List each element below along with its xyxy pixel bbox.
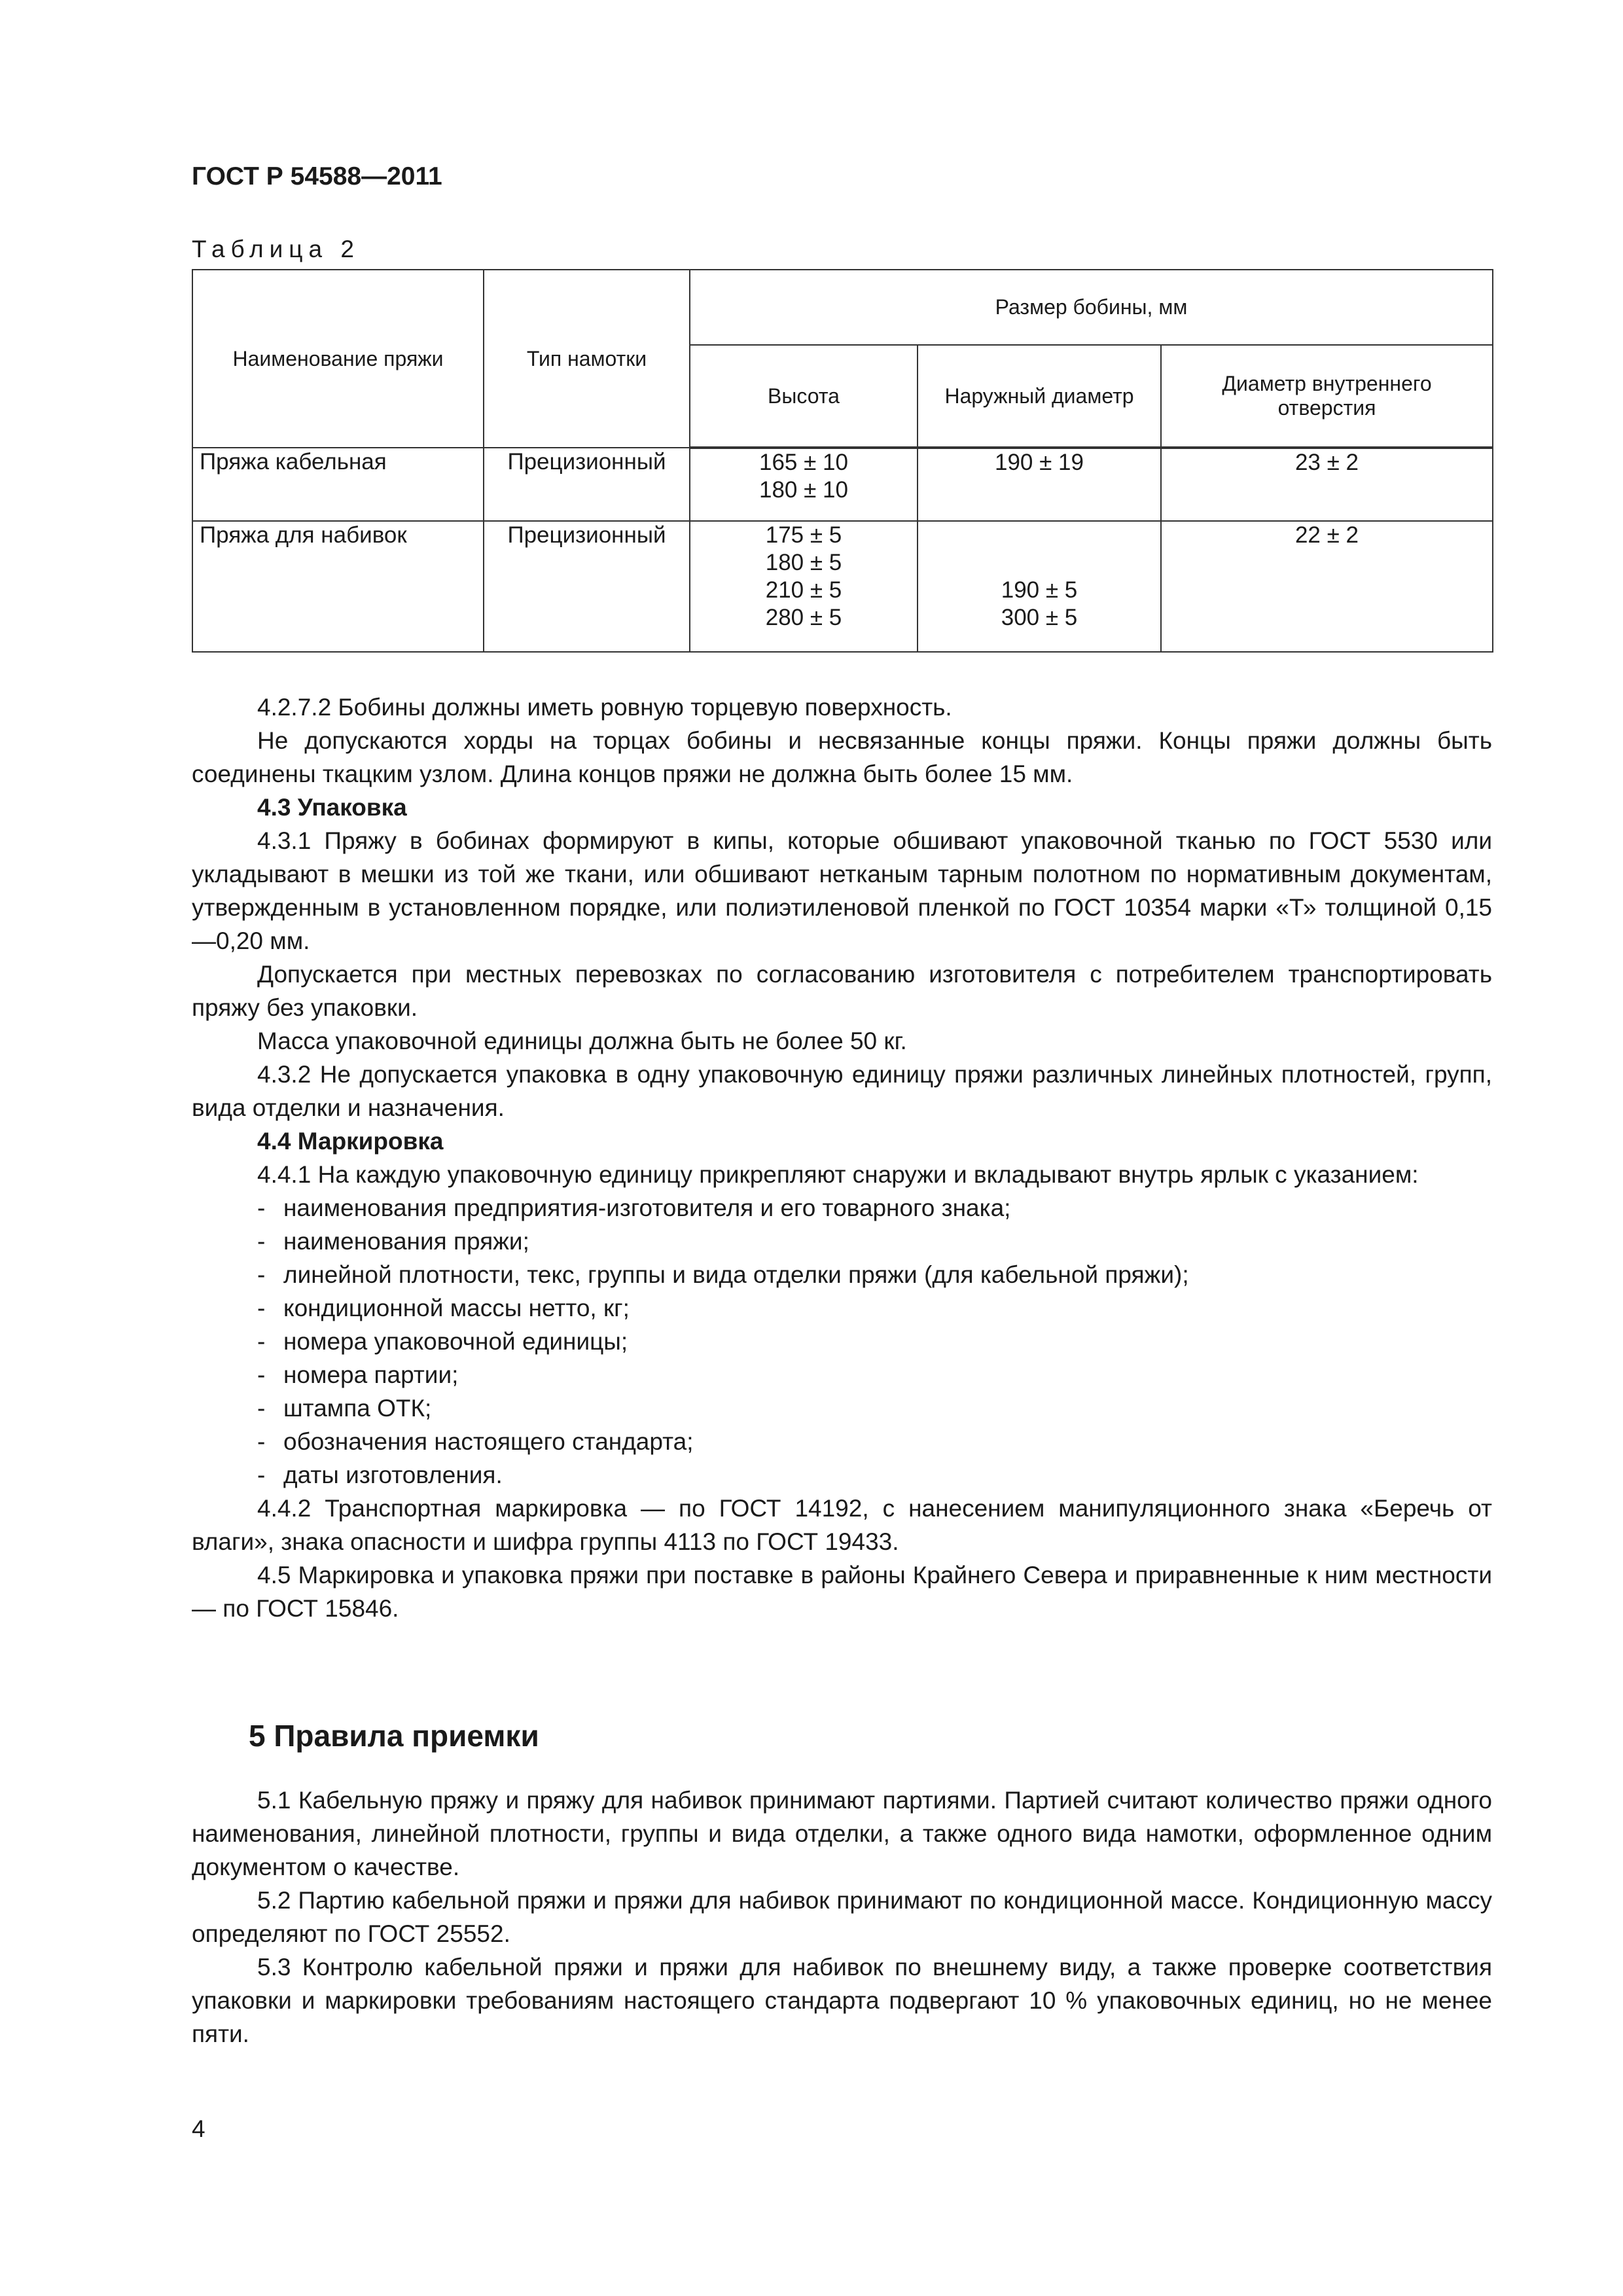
header-winding-type: Тип намотки [484, 270, 690, 448]
list-item: - даты изготовления. [257, 1462, 503, 1488]
paragraph: 4.4.1 На каждую упаковочную единицу прикрепляют снаружи и вкладывают внутрь ярлык с указанием: [257, 1161, 1419, 1188]
cell-inner-diameter: 22 ± 2 [1161, 521, 1493, 652]
list-item: - линейной плотности, текс, группы и вида отделки пряжи (для кабельной пряжи); [257, 1261, 1189, 1288]
bobbin-size-table [192, 269, 1493, 653]
section-4-text [192, 691, 1492, 1625]
heading-marking: 4.4 Маркировка [257, 1128, 444, 1155]
section-5-text [192, 1784, 1492, 2051]
table-caption: Таблица 2 [192, 236, 360, 262]
section-5-title: 5 Правила приемки [249, 1719, 539, 1753]
list-item: - кондиционной массы нетто, кг; [257, 1295, 630, 1321]
paragraph: 5.3 Контролю кабельной пряжи и пряжи для набивок по внешнему виду, а также проверке соответствия упаковки и маркировки требованиям настоящего стандарта подвергают 10 % упаковочных единиц, но не менее пяти. [192, 1954, 1492, 2047]
cell-height [690, 448, 918, 521]
height-value: 210 ± 5 [765, 577, 842, 603]
header-bobbin-size: Размер бобины, мм [690, 270, 1493, 345]
page-number: 4 [192, 2115, 205, 2142]
paragraph: 4.5 Маркировка и упаковка пряжи при поставке в районы Крайнего Севера и приравненные к ним местности — по ГОСТ 15846. [192, 1562, 1492, 1622]
cell-yarn-name: Пряжа для набивок [192, 521, 484, 652]
cell-outer-diameter [918, 448, 1161, 521]
table-row [192, 521, 1493, 652]
cell-height [690, 521, 918, 652]
height-value: 280 ± 5 [765, 605, 842, 630]
paragraph: Не допускаются хорды на торцах бобины и несвязанные концы пряжи. Концы пряжи должны быть соединены ткацким узлом. Длина концов пряжи не должна быть более 15 мм. [192, 727, 1492, 787]
list-item: - номера партии; [257, 1361, 459, 1388]
paragraph: 4.3.2 Не допускается упаковка в одну упаковочную единицу пряжи различных линейных плотностей, групп, вида отделки и назначения. [192, 1061, 1492, 1121]
header-inner-diameter: Диаметр внутреннего отверстия [1161, 345, 1493, 448]
paragraph: 5.2 Партию кабельной пряжи и пряжи для набивок принимают по кондиционной массе. Кондиционную массу определяют по ГОСТ 25552. [192, 1887, 1492, 1947]
list-item: - штампа ОТК; [257, 1395, 432, 1422]
cell-yarn-name: Пряжа кабельная [192, 448, 484, 521]
height-value: 180 ± 10 [759, 477, 848, 503]
cell-inner-diameter: 23 ± 2 [1161, 448, 1493, 521]
cell-outer-diameter [918, 521, 1161, 652]
list-item: - наименования предприятия-изготовителя и его товарного знака; [257, 1194, 1011, 1221]
paragraph: 5.1 Кабельную пряжу и пряжу для набивок принимают партиями. Партией считают количество пряжи одного наименования, линейной плотности, группы и вида отделки, а также одного вида намотки, оформленное одним документом о качестве. [192, 1787, 1492, 1880]
paragraph: 4.3.1 Пряжу в бобинах формируют в кипы, которые обшивают упаковочной тканью по ГОСТ 5530 или укладывают в мешки из той же ткани, или обшивают нетканым тарным полотном по нормативным документам, утвержденным в установленном порядке, или полиэтиленовой пленкой по ГОСТ 10354 марки «Т» толщиной 0,15—0,20 мм. [192, 827, 1492, 954]
paragraph: Допускается при местных перевозках по согласованию изготовителя с потребителем транспортировать пряжу без упаковки. [192, 961, 1492, 1021]
paragraph: 4.2.7.2 Бобины должны иметь ровную торцевую поверхность. [257, 694, 952, 721]
list-item: - номера упаковочной единицы; [257, 1328, 628, 1355]
table-row [192, 448, 1493, 521]
paragraph: 4.4.2 Транспортная маркировка — по ГОСТ 14192, с нанесением манипуляционного знака «Беречь от влаги», знака опасности и шифра группы 4113 по ГОСТ 19433. [192, 1495, 1492, 1555]
cell-winding-type: Прецизионный [484, 448, 690, 521]
header-yarn-name: Наименование пряжи [192, 270, 484, 448]
document-code: ГОСТ Р 54588—2011 [192, 162, 442, 190]
list-item: - обозначения настоящего стандарта; [257, 1428, 694, 1455]
header-height: Высота [690, 345, 918, 448]
cell-winding-type: Прецизионный [484, 521, 690, 652]
height-value: 175 ± 5 [765, 522, 842, 548]
outer-diameter-value: 190 ± 5 [1001, 577, 1078, 603]
outer-diameter-value: 190 ± 19 [995, 450, 1084, 475]
header-outer-diameter: Наружный диаметр [918, 345, 1161, 448]
height-value: 165 ± 10 [759, 450, 848, 475]
height-value: 180 ± 5 [765, 550, 842, 575]
paragraph: Масса упаковочной единицы должна быть не более 50 кг. [257, 1028, 907, 1054]
heading-packaging: 4.3 Упаковка [257, 794, 407, 821]
outer-diameter-value: 300 ± 5 [1001, 605, 1078, 630]
list-item: - наименования пряжи; [257, 1228, 529, 1255]
